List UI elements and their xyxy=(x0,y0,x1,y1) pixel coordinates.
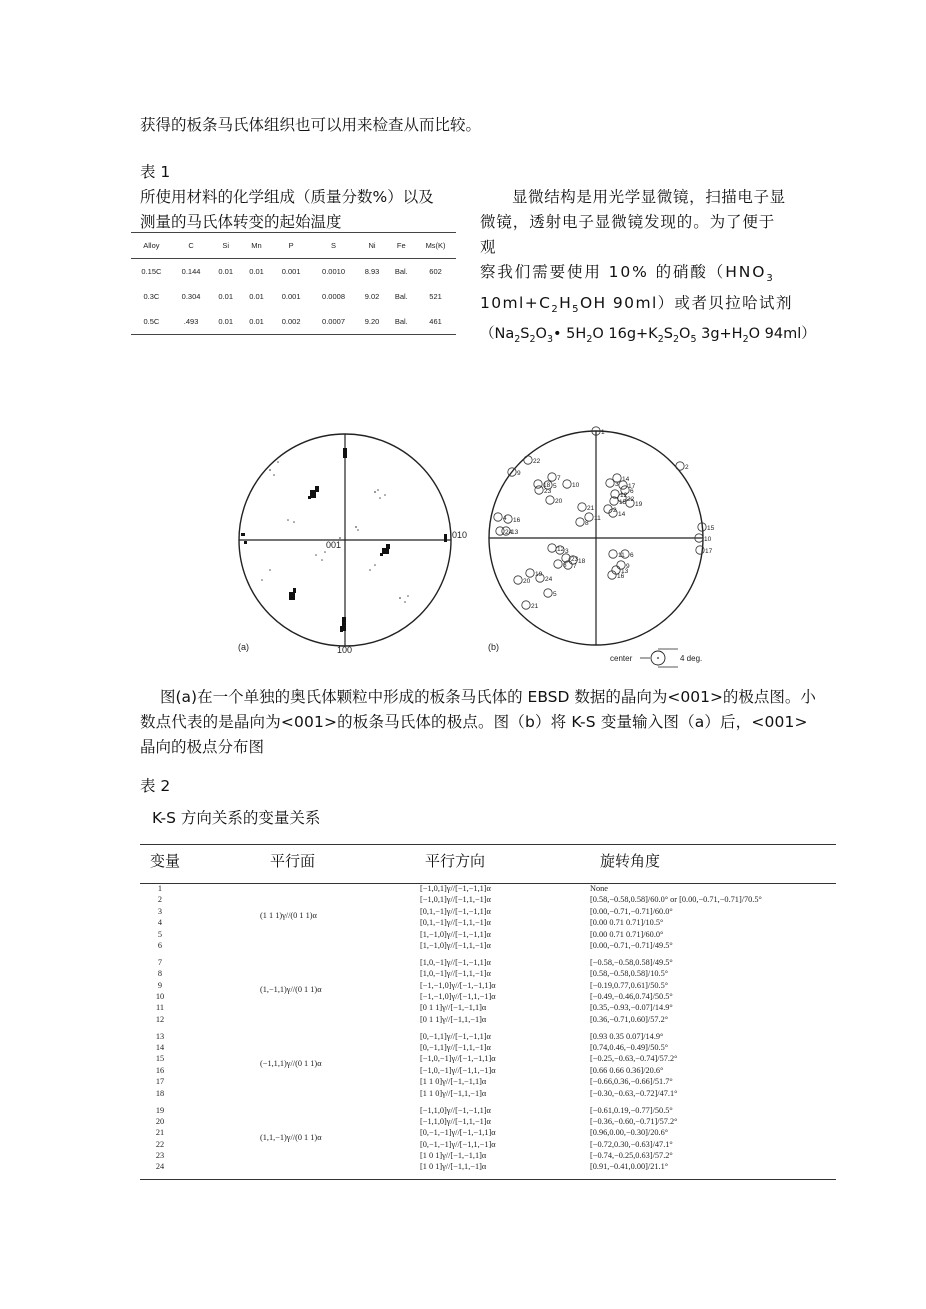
table-cell: 0.304 xyxy=(181,292,201,301)
subscript: 3 xyxy=(546,334,554,346)
table-cell: [0.66 0.66 0.36]/20.6° xyxy=(590,1065,664,1075)
para-text: O xyxy=(679,326,691,343)
composition-table xyxy=(131,232,456,335)
table-cell: 9 xyxy=(157,980,163,990)
table2-caption: K-S 方向关系的变量关系 xyxy=(152,809,321,827)
pole-figure-b xyxy=(488,427,715,667)
para-text: 3g+H xyxy=(696,326,743,343)
table-cell: [0,1,−1]γ//[−1,1,−1]α xyxy=(420,918,491,928)
para-text: S xyxy=(520,326,530,343)
header-cell: Alloy xyxy=(131,233,172,259)
table-cell: [−0.61,0.19,−0.77]/50.5° xyxy=(590,1105,673,1115)
para-text: • 5H xyxy=(553,326,587,343)
table-cell: 0.0008 xyxy=(322,292,345,301)
variant-pole-marker xyxy=(576,518,584,526)
table-cell: [0.96,0.00,−0.30]/20.6° xyxy=(590,1128,669,1138)
figure-caption-line1: 图(a)在一个单独的奥氏体颗粒中形成的板条马氏体的 EBSD 数据的晶向为<001>的极点图。小 xyxy=(160,688,816,706)
table-cell: 18 xyxy=(155,1088,165,1098)
microstructure-paragraph xyxy=(480,185,816,352)
a-center-label: 001 xyxy=(326,540,342,550)
variant-pole-label: 6 xyxy=(630,488,634,495)
variant-pole-label: 10 xyxy=(704,536,712,543)
table-cell: [0.00,−0.71,−0.71]/49.5° xyxy=(590,940,673,950)
variant-pole-label: 13 xyxy=(621,568,629,575)
table-row xyxy=(140,1042,836,1053)
table2-label: 表 2 xyxy=(140,777,171,795)
table1-label: 表 1 xyxy=(140,163,171,181)
table-cell: [0.36,−0.71,0.60]/57.2° xyxy=(590,1014,669,1024)
table-cell: [−0.19,0.77,0.61]/50.5° xyxy=(590,980,669,990)
table-cell: 22 xyxy=(155,1139,165,1149)
a-panel-label: (a) xyxy=(238,642,249,652)
variant-pole-label: 1 xyxy=(601,429,605,436)
table-cell: 1 xyxy=(157,884,163,893)
table-cell: .493 xyxy=(172,309,211,335)
variant-pole-label: 11 xyxy=(594,515,601,522)
subscript: 5 xyxy=(572,304,580,316)
table-row xyxy=(131,309,456,335)
variant-pole-label: 17 xyxy=(705,548,713,555)
ks-table-body xyxy=(140,883,836,1173)
variant-pole-marker xyxy=(544,589,552,597)
parallel-plane: (1,−1,1)γ//(0 1 1)α xyxy=(260,985,322,995)
table-cell: 0.144 xyxy=(181,267,201,276)
table-cell: 2 xyxy=(157,895,163,905)
variant-pole-label: 3 xyxy=(615,481,619,488)
variant-pole-marker xyxy=(524,456,532,464)
table-cell: 8 xyxy=(157,969,163,979)
para-text: OH 90ml）或者贝拉哈试剂 xyxy=(579,294,793,313)
header-cell: Ni xyxy=(357,233,388,259)
variant-pole-label: 8 xyxy=(563,562,567,569)
table-cell: Bal. xyxy=(394,292,408,301)
subscript: 3 xyxy=(766,273,775,285)
table-row xyxy=(140,894,836,905)
variant-pole-marker xyxy=(494,513,502,521)
table-cell: 10 xyxy=(155,992,165,1002)
table-row xyxy=(140,940,836,951)
table-cell: [1 0 1]γ//[−1,−1,1]α xyxy=(420,1151,487,1161)
table-cell: [−0.36,−0.60,−0.71]/57.2° xyxy=(590,1116,678,1126)
variant-pole-label: 19 xyxy=(635,501,643,508)
table-cell: 0.0010 xyxy=(322,267,345,276)
table-row xyxy=(140,991,836,1002)
para-line xyxy=(480,260,790,291)
pole-figure-a xyxy=(238,434,467,655)
table-cell: 0.01 xyxy=(249,292,264,301)
variant-pole-label: 2 xyxy=(613,507,617,514)
table-cell: 3 xyxy=(157,906,163,916)
table-cell: [0.74,0.46,−0.49]/50.5° xyxy=(590,1043,669,1053)
table-cell: [−1,−1,0]γ//[−1,1,−1]α xyxy=(420,992,496,1002)
table-row xyxy=(140,1116,836,1127)
table-cell: [0,1,−1]γ//[−1,−1,1]α xyxy=(420,906,491,916)
variant-pole-label: 17 xyxy=(628,483,636,490)
table-cell: 4 xyxy=(157,918,163,928)
table-cell: [0,−1,−1]γ//[−1,1,−1]α xyxy=(420,1139,496,1149)
variant-pole-label: 5 xyxy=(553,483,557,490)
subscript: 2 xyxy=(514,334,521,346)
para-text: 察我们需要使用 10% 的硝酸（HNO xyxy=(480,263,767,281)
table-cell: [−1,0,−1]γ//[−1,−1,1]α xyxy=(420,1054,496,1064)
figure-caption-line2: 数点代表的是晶向为<001>的板条马氏体的极点。图（b）将 K-S 变量输入图（a）后，<001> xyxy=(140,713,808,731)
variant-pole-marker xyxy=(546,496,554,504)
header-cell: Si xyxy=(210,233,241,259)
variant-pole-label: 3 xyxy=(565,548,569,555)
table-cell: 602 xyxy=(429,267,442,276)
subscript: 2 xyxy=(529,334,536,346)
table-cell: [1,−1,0]γ//[−1,−1,1]α xyxy=(420,929,491,939)
table-cell: [0.00,−0.71,−0.71]/60.0° xyxy=(590,906,673,916)
table-cell: 461 xyxy=(415,309,456,335)
table-cell: 0.01 xyxy=(249,267,264,276)
table-cell: 11 xyxy=(156,1003,164,1013)
table-cell: 0.01 xyxy=(218,292,234,301)
variant-pole-label: 9 xyxy=(517,470,521,477)
table-cell: 0.15C xyxy=(141,267,162,276)
table-cell: 15 xyxy=(155,1054,165,1064)
variant-pole-label: 2 xyxy=(685,464,689,471)
variant-pole-label: 21 xyxy=(531,603,539,610)
table-row xyxy=(131,259,456,285)
table-cell: [0.58,−0.58,0.58]/60.0° or [0.00,−0.71,−0.71]/70.5° xyxy=(590,895,762,905)
table-row xyxy=(140,1053,836,1064)
subscript: 2 xyxy=(586,334,593,346)
table-cell: 5 xyxy=(157,929,163,939)
variant-pole-marker xyxy=(676,462,684,470)
table-cell: [0.00 0.71 0.71]/10.5° xyxy=(590,918,664,928)
table-cell: 16 xyxy=(155,1065,165,1075)
para-text: O 94ml） xyxy=(748,326,816,343)
variant-pole-label: 20 xyxy=(523,578,531,585)
variant-pole-label: 15 xyxy=(619,499,627,506)
variant-pole-label: 23 xyxy=(544,488,552,495)
table-row xyxy=(140,957,836,968)
variant-pole-label: 14 xyxy=(618,511,626,518)
variant-pole-label: 9 xyxy=(626,563,630,570)
variant-group xyxy=(140,1031,836,1099)
para-text: （Na xyxy=(480,326,515,343)
variant-group xyxy=(140,1105,836,1173)
variant-pole-label: 15 xyxy=(707,525,715,532)
table-cell: [0.93 0.35 0.07]/14.9° xyxy=(590,1031,664,1041)
table-cell: Bal. xyxy=(394,267,408,276)
variant-pole-label: 6 xyxy=(630,552,634,559)
table-row xyxy=(140,968,836,979)
header-cell: 平行面 xyxy=(270,854,316,870)
table-row xyxy=(131,284,456,309)
table-row xyxy=(140,883,836,894)
header-cell: Fe xyxy=(387,233,415,259)
table-cell: [0.35,−0.93,−0.07]/14.9° xyxy=(590,1003,673,1013)
table-cell: [1 1 0]γ//[−1,1,−1]α xyxy=(420,1088,487,1098)
center-label: center xyxy=(610,654,633,663)
variant-pole-marker xyxy=(548,473,556,481)
variant-group xyxy=(140,883,836,951)
variant-pole-label: 24 xyxy=(505,529,513,536)
variant-pole-label: 10 xyxy=(572,482,580,489)
table-row xyxy=(140,1139,836,1150)
table-row xyxy=(140,1127,836,1138)
table-row xyxy=(140,1105,836,1116)
intro-text: 获得的板条马氏体组织也可以用来检查从而比较。 xyxy=(140,116,482,134)
table-cell: 19 xyxy=(155,1105,165,1115)
variant-pole-marker xyxy=(522,601,530,609)
para-text: H xyxy=(559,294,573,313)
para-text: O xyxy=(535,326,547,343)
table-cell: [1 0 1]γ//[−1,1,−1]α xyxy=(420,1162,487,1172)
table-cell: [−1,1,0]γ//[−1,1,−1]α xyxy=(420,1116,491,1126)
table-cell: [−1,0,1]γ//[−1,1,−1]α xyxy=(420,895,491,905)
variant-pole-label: 23 xyxy=(571,556,579,563)
a-right-label: 010 xyxy=(452,530,468,540)
subscript: 2 xyxy=(672,334,680,346)
variant-pole-label: 13 xyxy=(511,529,519,536)
scatter-dots xyxy=(261,461,409,603)
table-row xyxy=(140,1076,836,1087)
variant-pole-label: 24 xyxy=(545,576,553,583)
table-cell: [0,−1,1]γ//[−1,−1,1]α xyxy=(420,1031,491,1041)
table-cell: 0.01 xyxy=(218,267,234,276)
header-cell: P xyxy=(272,233,311,259)
scale-label: 4 deg. xyxy=(680,654,703,663)
header-cell: 平行方向 xyxy=(425,854,486,870)
variant-pole-label: 5 xyxy=(553,591,557,598)
table-cell: Bal. xyxy=(387,309,415,335)
variant-pole-label: 18 xyxy=(578,558,586,565)
table-cell: 24 xyxy=(155,1162,165,1172)
table-cell: [1,0,−1]γ//[−1,1,−1]α xyxy=(420,969,491,979)
table-row xyxy=(140,906,836,917)
header-cell: C xyxy=(172,233,211,259)
table-cell: 17 xyxy=(155,1077,165,1087)
table-cell: None xyxy=(590,884,608,893)
table-row xyxy=(140,1065,836,1076)
variant-group xyxy=(140,957,836,1025)
para-text: S xyxy=(663,326,673,343)
table-cell: [0,−1,−1]γ//[−1,−1,1]α xyxy=(420,1128,496,1138)
table-cell: [−1,1,0]γ//[−1,−1,1]α xyxy=(420,1105,491,1115)
variant-pole-label: 12 xyxy=(620,492,628,499)
table-row xyxy=(140,1031,836,1042)
table-cell: [0.00 0.71 0.71]/60.0° xyxy=(590,929,664,939)
header-cell: 变量 xyxy=(150,854,181,870)
variant-pole-marker xyxy=(526,569,534,577)
variant-pole-label: 22 xyxy=(627,496,635,503)
kS-variant-poles xyxy=(494,427,715,610)
variant-pole-marker xyxy=(606,479,614,487)
variant-pole-marker xyxy=(609,550,617,558)
table-cell: 14 xyxy=(155,1043,165,1053)
table-cell: [−0.72,0.30,−0.63]/47.1° xyxy=(590,1139,673,1149)
table-cell: 6 xyxy=(157,940,163,950)
table-cell: 0.5C xyxy=(131,309,172,335)
header-cell: Ms(K) xyxy=(415,233,456,259)
header-cell: S xyxy=(310,233,356,259)
table-row xyxy=(140,929,836,940)
b-panel-label: (b) xyxy=(488,642,499,652)
para-text: 10ml+C xyxy=(480,294,552,313)
para-line xyxy=(480,291,793,322)
subscript: 2 xyxy=(657,334,664,346)
table-row xyxy=(140,917,836,928)
variant-pole-label: 7 xyxy=(557,475,561,482)
table-cell: 20 xyxy=(155,1116,165,1126)
table-cell: [−0.66,0.36,−0.66]/51.7° xyxy=(590,1077,673,1087)
variant-pole-marker xyxy=(585,513,593,521)
table-cell: 12 xyxy=(155,1014,165,1024)
variant-pole-marker xyxy=(514,576,522,584)
table-cell: [−0.49,−0.46,0.74]/50.5° xyxy=(590,992,673,1002)
table-row xyxy=(140,1161,836,1172)
variant-pole-label: 21 xyxy=(587,505,595,512)
variant-pole-marker xyxy=(535,486,543,494)
table-cell: 21 xyxy=(155,1128,165,1138)
table-cell: [1 1 0]γ//[−1,−1,1]α xyxy=(420,1077,487,1087)
table-cell: [0,−1,1]γ//[−1,1,−1]α xyxy=(420,1043,491,1053)
table-cell: 521 xyxy=(429,292,442,301)
table1-caption-line2: 测量的马氏体转变的起始温度 xyxy=(140,213,342,231)
parallel-plane: (1 1 1)γ//(0 1 1)α xyxy=(260,911,317,921)
table-header-row xyxy=(131,233,456,259)
table-cell: [−1,0,1]γ//[−1,−1,1]α xyxy=(420,884,491,893)
variant-pole-marker xyxy=(554,560,562,568)
table1-caption-line1: 所使用材料的化学组成（质量分数%）以及 xyxy=(140,188,434,206)
table-cell: [−1,−1,0]γ//[−1,−1,1]α xyxy=(420,980,496,990)
subscript: 5 xyxy=(690,334,697,346)
table-cell: 8.93 xyxy=(364,267,380,276)
table-row xyxy=(140,1002,836,1013)
parallel-plane: (−1,1,1)γ//(0 1 1)α xyxy=(260,1058,322,1068)
table-cell: 0.002 xyxy=(272,309,311,335)
figure-caption-line3: 晶向的极点分布图 xyxy=(140,738,265,756)
header-cell: 旋转角度 xyxy=(600,854,661,870)
table-cell: [1,−1,0]γ//[−1,1,−1]α xyxy=(420,940,491,950)
table-cell: 0.0007 xyxy=(310,309,356,335)
a-bottom-label: 100 xyxy=(337,645,353,655)
variant-pole-label: 7 xyxy=(573,563,577,570)
ks-table-header xyxy=(140,844,836,884)
variant-pole-label: 18 xyxy=(543,482,551,489)
table-cell: 0.3C xyxy=(143,292,160,301)
table-cell: [0.91,−0.41,0.00]/21.1° xyxy=(590,1162,669,1172)
table-cell: 7 xyxy=(157,957,163,967)
table-cell: [0 1 1]γ//[−1,1,−1]α xyxy=(420,1014,487,1024)
variant-pole-label: 16 xyxy=(617,573,625,580)
table-cell: 0.01 xyxy=(241,309,272,335)
variant-pole-label: 4 xyxy=(503,515,507,522)
variant-pole-label: 12 xyxy=(557,546,565,553)
table-cell: 0.001 xyxy=(281,292,301,301)
table-row xyxy=(140,980,836,991)
variant-pole-marker xyxy=(563,480,571,488)
table-cell: 13 xyxy=(155,1031,165,1041)
table-cell: [1,0,−1]γ//[−1,−1,1]α xyxy=(420,957,491,967)
para-line xyxy=(480,322,816,352)
table-cell: [−1,0,−1]γ//[−1,1,−1]α xyxy=(420,1065,496,1075)
table-cell: [−0.74,−0.25,0.63]/57.2° xyxy=(590,1151,673,1161)
table-bottom-rule xyxy=(140,1179,836,1180)
table-cell: 9.02 xyxy=(364,292,380,301)
parallel-plane: (1,1,−1)γ//(0 1 1)α xyxy=(260,1132,322,1142)
variant-pole-label: 20 xyxy=(555,498,563,505)
variant-pole-marker xyxy=(548,544,556,552)
variant-pole-label: 8 xyxy=(585,520,589,527)
table-cell: 0.01 xyxy=(210,309,241,335)
variant-pole-marker xyxy=(578,503,586,511)
table-cell: 23 xyxy=(155,1151,165,1161)
table-cell: 9.20 xyxy=(357,309,388,335)
table-row xyxy=(140,1150,836,1161)
pole-figures xyxy=(230,420,720,670)
table-cell: [−0.30,−0.63,−0.72]/47.1° xyxy=(590,1088,678,1098)
table-row xyxy=(140,1014,836,1025)
para-line: 微镜，透射电子显微镜发现的。为了便于观 xyxy=(480,213,776,256)
variant-pole-label: 16 xyxy=(513,517,521,524)
table-cell: [0.58,−0.58,0.58]/10.5° xyxy=(590,969,669,979)
table-cell: [−0.58,−0.58,0.58]/49.5° xyxy=(590,957,673,967)
para-line: 显微结构是用光学显微镜，扫描电子显 xyxy=(512,188,786,206)
subscript: 2 xyxy=(551,304,560,316)
variant-pole-label: 19 xyxy=(535,571,543,578)
table-cell: [−0.25,−0.63,−0.74]/57.2° xyxy=(590,1054,678,1064)
header-cell: Mn xyxy=(241,233,272,259)
table-row xyxy=(140,1088,836,1099)
para-text: O 16g+K xyxy=(592,326,658,343)
variant-pole-marker xyxy=(534,480,542,488)
table-cell: [0 1 1]γ//[−1,−1,1]α xyxy=(420,1003,487,1013)
subscript: 2 xyxy=(742,334,749,346)
variant-pole-label: 22 xyxy=(533,458,541,465)
variant-pole-label: 11 xyxy=(618,552,625,559)
variant-pole-label: 14 xyxy=(622,476,630,483)
table-cell: 0.001 xyxy=(281,267,301,276)
